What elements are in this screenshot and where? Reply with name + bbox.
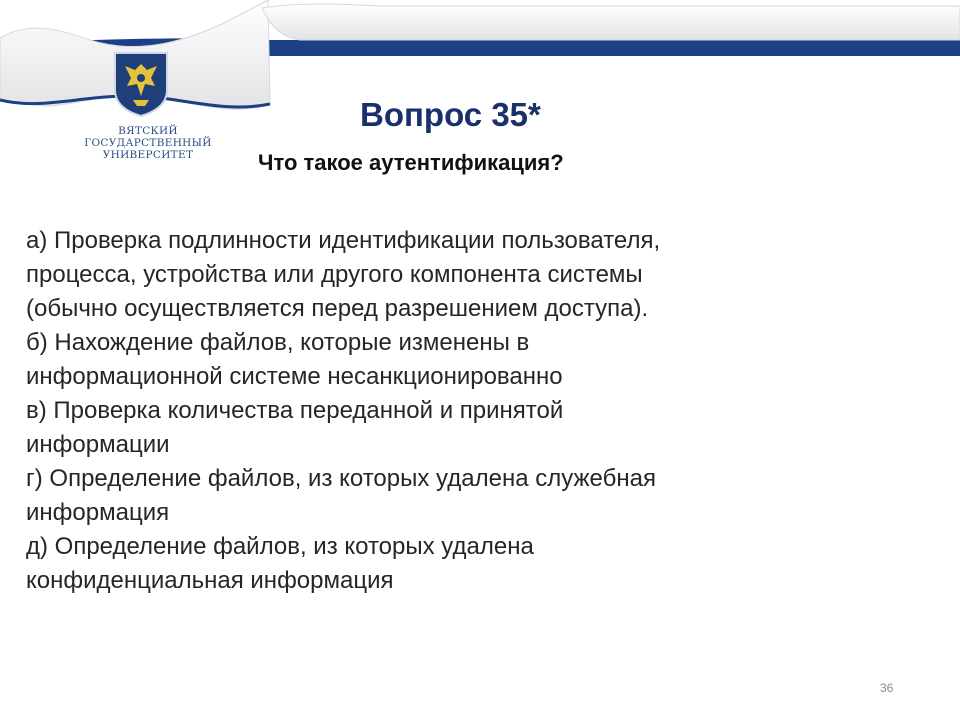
logo-line: ГОСУДАРСТВЕННЫЙ [84,137,212,149]
answer-option-b [26,326,926,394]
answer-line: процесса, устройства или другого компонента системы [26,261,643,288]
answer-line: а) Проверка подлинности идентификации пользователя, [26,227,661,254]
logo-line: УНИВЕРСИТЕТ [102,149,194,161]
answer-line: конфиденциальная информация [26,567,394,594]
answer-option-a [26,224,926,326]
question-text: Что такое аутентификация? [258,150,564,175]
shield-emblem-icon [111,50,171,118]
answer-line: информационной системе несанкционированно [26,363,563,390]
answer-option-d [26,462,926,530]
answer-line: б) Нахождение файлов, которые изменены в [26,329,530,356]
answer-line: д) Определение файлов, из которых удалена [26,533,534,560]
answer-options [26,224,926,598]
university-logo [78,50,218,180]
answer-option-c [26,394,926,462]
slide-title: Вопрос 35* [360,96,541,133]
answer-line: информация [26,499,170,526]
answer-line: (обычно осуществляется перед разрешением доступа). [26,295,649,322]
logo-line: ВЯТСКИЙ [118,125,178,137]
answer-line: информации [26,431,170,458]
page-number: 36 [880,681,894,695]
answer-option-e [26,530,926,598]
answer-line: в) Проверка количества переданной и принятой [26,397,564,424]
answer-line: г) Определение файлов, из которых удалена служебная [26,465,656,492]
logo-text [78,125,218,161]
